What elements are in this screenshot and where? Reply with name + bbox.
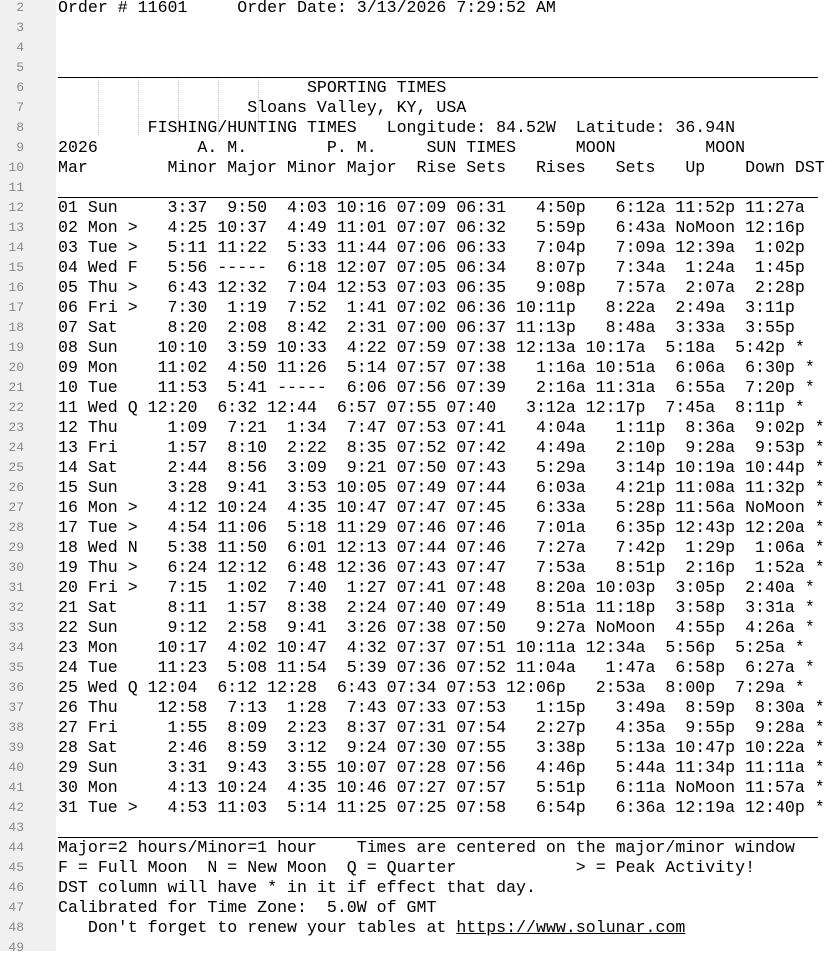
line-number: 16 xyxy=(8,280,24,295)
line-number: 44 xyxy=(8,840,24,855)
line-number: 14 xyxy=(8,240,24,255)
line-number: 6 xyxy=(16,80,24,95)
line-number: 19 xyxy=(8,340,24,355)
legend-moon-phases: F = Full Moon N = New Moon Q = Quarter > = Peak Activity! xyxy=(58,858,756,877)
line-number: 47 xyxy=(8,900,24,915)
line-number: 31 xyxy=(8,580,24,595)
line-number: 48 xyxy=(8,920,24,935)
column-group-header: 2026 A. M. P. M. SUN TIMES MOON MOON xyxy=(58,138,746,157)
line-number: 34 xyxy=(8,640,24,655)
day-row: 25 Wed Q 12:04 6:12 12:28 6:43 07:34 07:53 12:06p 2:53a 8:00p 7:29a * xyxy=(58,678,805,697)
line-number: 45 xyxy=(8,860,24,875)
day-row: 13 Fri 1:57 8:10 2:22 8:35 07:52 07:42 4:49a 2:10p 9:28a 9:53p * xyxy=(58,438,825,457)
day-row: 07 Sat 8:20 2:08 8:42 2:31 07:00 06:37 11:13p 8:48a 3:33a 3:55p xyxy=(58,318,795,337)
line-number: 24 xyxy=(8,440,24,455)
report-location: Sloans Valley, KY, USA xyxy=(58,98,467,117)
line-number: 35 xyxy=(8,660,24,675)
line-number: 10 xyxy=(8,160,24,175)
day-row: 26 Thu 12:58 7:13 1:28 7:43 07:33 07:53 1:15p 3:49a 8:59p 8:30a * xyxy=(58,698,825,717)
line-number: 37 xyxy=(8,700,24,715)
day-row: 10 Tue 11:53 5:41 ----- 6:06 07:56 07:39 2:16a 11:31a 6:55a 7:20p * xyxy=(58,378,815,397)
line-number: 42 xyxy=(8,800,24,815)
line-number: 40 xyxy=(8,760,24,775)
day-row: 22 Sun 9:12 2:58 9:41 3:26 07:38 07:50 9:27a NoMoon 4:55p 4:26a * xyxy=(58,618,815,637)
day-row: 02 Mon > 4:25 10:37 4:49 11:01 07:07 06:32 5:59p 6:43a NoMoon 12:16p xyxy=(58,218,805,237)
line-number: 9 xyxy=(16,140,24,155)
line-number: 25 xyxy=(8,460,24,475)
line-number: 46 xyxy=(8,880,24,895)
day-row: 19 Thu > 6:24 12:12 6:48 12:36 07:43 07:47 7:53a 8:51p 2:16p 1:52a * xyxy=(58,558,825,577)
day-row: 04 Wed F 5:56 ----- 6:18 12:07 07:05 06:34 8:07p 7:34a 1:24a 1:45p xyxy=(58,258,805,277)
line-number: 43 xyxy=(8,820,24,835)
day-row: 18 Wed N 5:38 11:50 6:01 12:13 07:44 07:46 7:27a 7:42p 1:29p 1:06a * xyxy=(58,538,825,557)
day-row: 08 Sun 10:10 3:59 10:33 4:22 07:59 07:38 12:13a 10:17a 5:18a 5:42p * xyxy=(58,338,805,357)
line-number: 28 xyxy=(8,520,24,535)
line-number: 18 xyxy=(8,320,24,335)
line-number: 21 xyxy=(8,380,24,395)
line-number: 41 xyxy=(8,780,24,795)
renew-notice-text: Don't forget to renew your tables at xyxy=(58,918,457,937)
legend-timezone: Calibrated for Time Zone: 5.0W of GMT xyxy=(58,898,437,917)
day-row: 31 Tue > 4:53 11:03 5:14 11:25 07:25 07:58 6:54p 6:36a 12:19a 12:40p * xyxy=(58,798,825,817)
line-number: 30 xyxy=(8,560,24,575)
line-number: 23 xyxy=(8,420,24,435)
day-row: 20 Fri > 7:15 1:02 7:40 1:27 07:41 07:48 8:20a 10:03p 3:05p 2:40a * xyxy=(58,578,815,597)
column-names-header: Mar Minor Major Minor Major Rise Sets Rises Sets Up Down DST xyxy=(58,158,825,177)
line-number: 38 xyxy=(8,720,24,735)
day-row: 16 Mon > 4:12 10:24 4:35 10:47 07:47 07:45 6:33a 5:28p 11:56a NoMoon * xyxy=(58,498,825,517)
line-number: 32 xyxy=(8,600,24,615)
line-number: 5 xyxy=(16,60,24,75)
day-row: 27 Fri 1:55 8:09 2:23 8:37 07:31 07:54 2:27p 4:35a 9:55p 9:28a * xyxy=(58,718,825,737)
day-row: 01 Sun 3:37 9:50 4:03 10:16 07:09 06:31 4:50p 6:12a 11:52p 11:27a xyxy=(58,198,805,217)
line-number: 8 xyxy=(16,120,24,135)
legend-dst: DST column will have * in it if effect that day. xyxy=(58,878,536,897)
line-number: 26 xyxy=(8,480,24,495)
day-row: 24 Tue 11:23 5:08 11:54 5:39 07:36 07:52 11:04a 1:47a 6:58p 6:27a * xyxy=(58,658,815,677)
day-row: 30 Mon 4:13 10:24 4:35 10:46 07:27 07:57 5:51p 6:11a NoMoon 11:57a * xyxy=(58,778,825,797)
report-coordinates: FISHING/HUNTING TIMES Longitude: 84.52W Latitude: 36.94N xyxy=(58,118,736,137)
line-number: 11 xyxy=(8,180,24,195)
day-row: 28 Sat 2:46 8:59 3:12 9:24 07:30 07:55 3:38p 5:13a 10:47p 10:22a * xyxy=(58,738,825,757)
line-number: 2 xyxy=(16,0,24,15)
line-number: 29 xyxy=(8,540,24,555)
line-number: 27 xyxy=(8,500,24,515)
order-line: Order # 11601 Order Date: 3/13/2026 7:29:52 AM xyxy=(58,0,556,17)
line-number: 33 xyxy=(8,620,24,635)
line-number: 36 xyxy=(8,680,24,695)
line-number: 17 xyxy=(8,300,24,315)
day-row: 03 Tue > 5:11 11:22 5:33 11:44 07:06 06:33 7:04p 7:09a 12:39a 1:02p xyxy=(58,238,805,257)
line-number: 4 xyxy=(16,40,24,55)
day-row: 21 Sat 8:11 1:57 8:38 2:24 07:40 07:49 8:51a 11:18p 3:58p 3:31a * xyxy=(58,598,815,617)
day-row: 11 Wed Q 12:20 6:32 12:44 6:57 07:55 07:40 3:12a 12:17p 7:45a 8:11p * xyxy=(58,398,805,417)
day-row: 14 Sat 2:44 8:56 3:09 9:21 07:50 07:43 5:29a 3:14p 10:19a 10:44p * xyxy=(58,458,825,477)
legend-hours: Major=2 hours/Minor=1 hour Times are centered on the major/minor window xyxy=(58,838,795,857)
line-number: 13 xyxy=(8,220,24,235)
line-number: 15 xyxy=(8,260,24,275)
day-row: 12 Thu 1:09 7:21 1:34 7:47 07:53 07:41 4:04a 1:11p 8:36a 9:02p * xyxy=(58,418,825,437)
line-number: 7 xyxy=(16,100,24,115)
day-row: 09 Mon 11:02 4:50 11:26 5:14 07:57 07:38 1:16a 10:51a 6:06a 6:30p * xyxy=(58,358,815,377)
line-number: 49 xyxy=(8,940,24,955)
line-number: 20 xyxy=(8,360,24,375)
solunar-link[interactable]: https://www.solunar.com xyxy=(456,918,686,937)
line-number: 39 xyxy=(8,740,24,755)
day-row: 17 Tue > 4:54 11:06 5:18 11:29 07:46 07:46 7:01a 6:35p 12:43p 12:20a * xyxy=(58,518,825,537)
renew-notice xyxy=(58,918,685,938)
day-row: 29 Sun 3:31 9:43 3:55 10:07 07:28 07:56 4:46p 5:44a 11:34p 11:11a * xyxy=(58,758,825,777)
day-row: 23 Mon 10:17 4:02 10:47 4:32 07:37 07:51 10:11a 12:34a 5:56p 5:25a * xyxy=(58,638,805,657)
day-row: 05 Thu > 6:43 12:32 7:04 12:53 07:03 06:35 9:08p 7:57a 2:07a 2:28p xyxy=(58,278,805,297)
day-row: 06 Fri > 7:30 1:19 7:52 1:41 07:02 06:36 10:11p 8:22a 2:49a 3:11p xyxy=(58,298,795,317)
day-row: 15 Sun 3:28 9:41 3:53 10:05 07:49 07:44 6:03a 4:21p 11:08a 11:32p * xyxy=(58,478,825,497)
line-number: 12 xyxy=(8,200,24,215)
line-number: 3 xyxy=(16,20,24,35)
report-title: SPORTING TIMES xyxy=(58,78,447,97)
line-number: 22 xyxy=(8,400,24,415)
